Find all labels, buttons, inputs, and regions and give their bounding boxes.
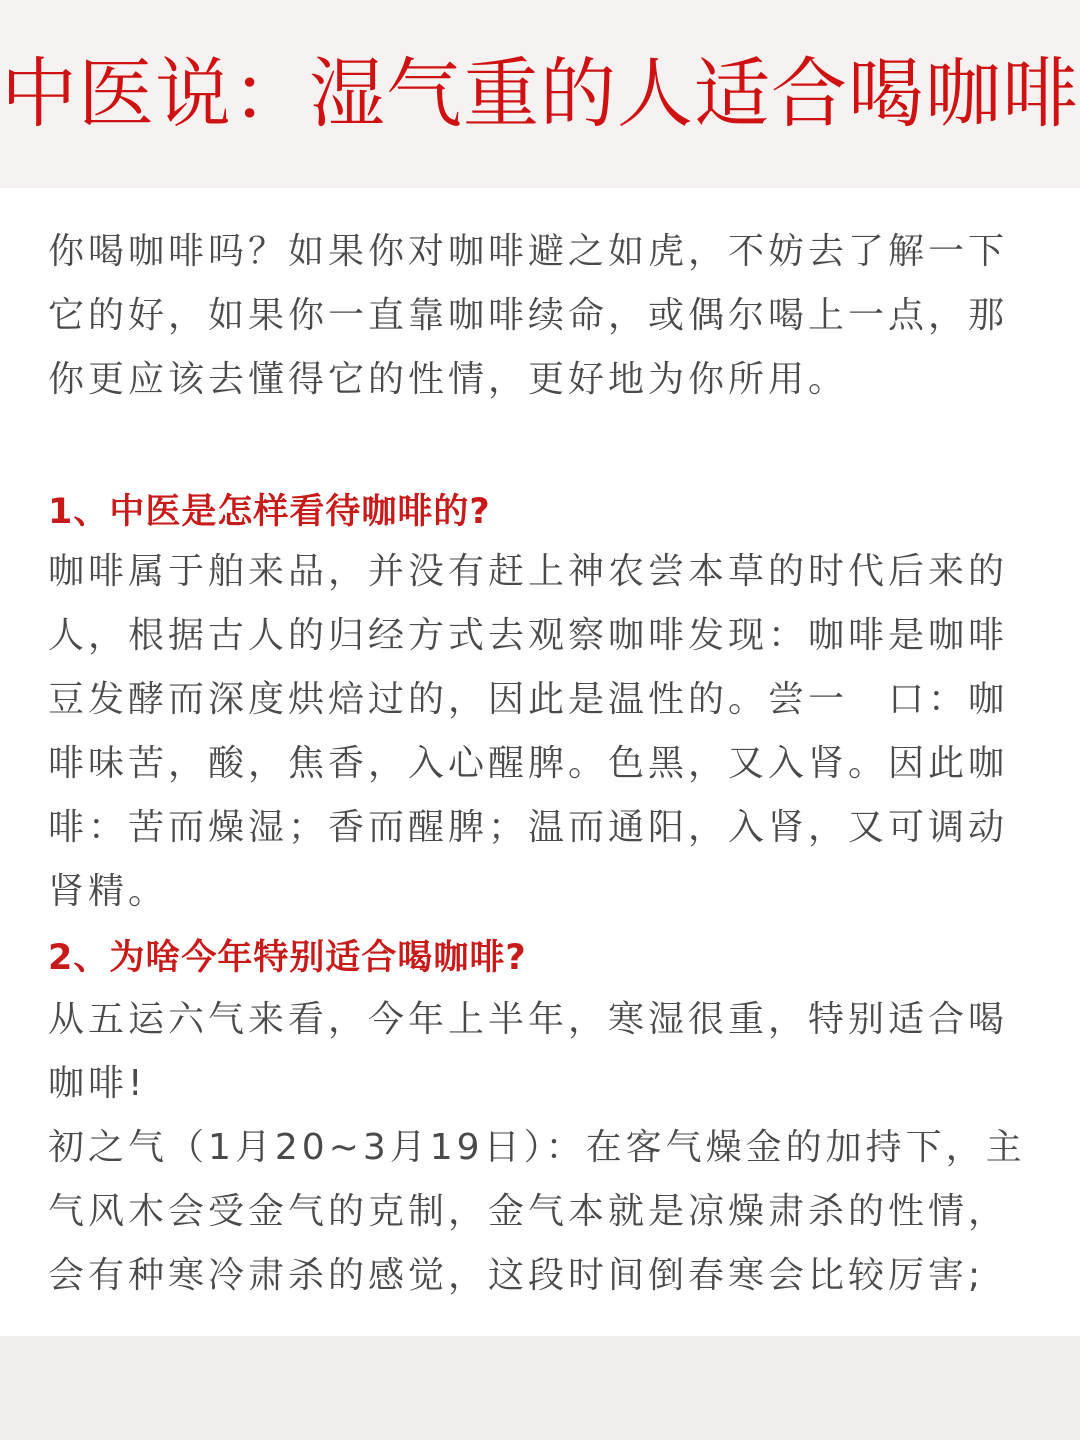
section-2-heading: 2、为啥今年特别适合喝咖啡? (48, 938, 527, 978)
section-1-heading: 1、中医是怎样看待咖啡的? (48, 492, 491, 532)
intro-paragraph: 你喝咖啡吗？如果你对咖啡避之如虎，不妨去了解一下它的好，如果你一直靠咖啡续命，或偶尔喝上一点，那你更应该去懂得它的性情，更好地为你所用。 (48, 231, 1009, 400)
page-title: 中医说：湿气重的人适合喝咖啡 (1, 49, 1079, 138)
footer-band (0, 1336, 1080, 1440)
section-1-paragraph: 咖啡属于舶来品，并没有赶上神农尝本草的时代后来的人，根据古人的归经方式去观察咖啡发现：咖啡是咖啡豆发酵而深度烘焙过的，因此是温性的。尝一 口：咖啡味苦，酸，焦香，入心醒脾。色黑，又入肾。因此咖啡：苦而燥湿；香而醒脾；温而通阳，入肾，又可调动肾精。 (48, 551, 1009, 912)
title-banner (0, 0, 1080, 188)
section-2-paragraph-1: 从五运六气来看，今年上半年，寒湿很重，特别适合喝咖啡! (48, 999, 1009, 1104)
article-body (0, 188, 1080, 1336)
section-2-paragraph-2: 初之气（1月20~3月19日）：在客气燥金的加持下，主气风木会受金气的克制，金气本就是凉燥肃杀的性情，会有种寒冷肃杀的感觉，这段时间倒春寒会比较厉害; (48, 1127, 1026, 1296)
